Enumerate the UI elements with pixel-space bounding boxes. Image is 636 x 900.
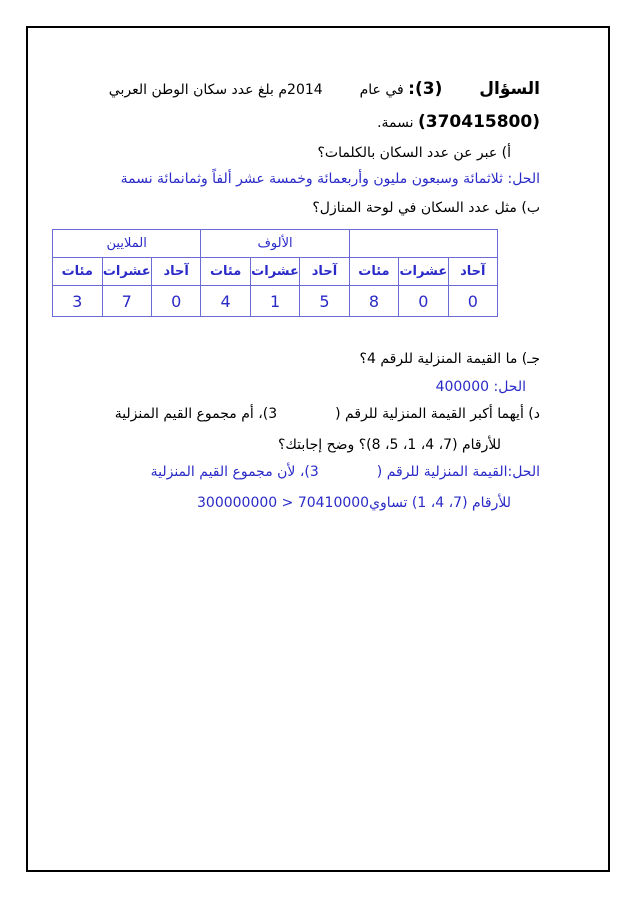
part-c-answer: الحل: 400000 — [435, 379, 526, 395]
column-header: آحاد — [300, 258, 349, 286]
population-unit: نسمة. — [377, 115, 414, 131]
table-row — [53, 230, 498, 258]
column-header: مئات — [53, 258, 103, 286]
part-d-answer-part2: 3)، لأن مجموع القيم المنزلية — [150, 464, 319, 480]
question-text-b: م بلغ عدد سكان الوطن العربي — [108, 82, 288, 98]
column-header: مئات — [201, 258, 250, 286]
part-c-question: جـ) ما القيمة المنزلية للرقم 4؟ — [359, 351, 540, 367]
population-number: (370415800) — [417, 112, 540, 132]
part-d-question-part1: د) أيهما أكبر القيمة المنزلية للرقم ( — [335, 406, 540, 422]
question-text-a: في عام — [359, 82, 404, 98]
digit-cell: 1 — [250, 286, 299, 317]
column-header: آحاد — [151, 258, 200, 286]
question-label: السؤال — [479, 79, 540, 99]
column-header: عشرات — [102, 258, 151, 286]
digit-cell: 0 — [399, 286, 448, 317]
column-header: آحاد — [448, 258, 497, 286]
part-d-answer-line1 — [151, 463, 540, 481]
group-cell: الملايين — [53, 230, 201, 258]
question-heading — [109, 80, 540, 99]
part-d-question-line1 — [115, 405, 540, 423]
digit-cell: 4 — [201, 286, 250, 317]
part-a-answer: الحل: ثلاثمائة وسبعون مليون وأربعمائة وخمسة عشر ألفاً وثمانمائة نسمة — [120, 171, 540, 187]
digit-cell: 8 — [349, 286, 398, 317]
part-d-question-part2: 3)، أم مجموع القيم المنزلية — [114, 406, 278, 422]
digit-cell: 0 — [151, 286, 200, 317]
digit-cell: 0 — [448, 286, 497, 317]
column-header: عشرات — [399, 258, 448, 286]
table-row — [53, 258, 498, 286]
column-header: عشرات — [250, 258, 299, 286]
group-cell — [349, 230, 497, 258]
group-cell: الألوف — [201, 230, 349, 258]
population-line — [377, 113, 540, 132]
part-d-answer-line2: للأرقام (7، 4، 1) تساوي70410000 < 300000000 — [197, 495, 511, 511]
digit-cell: 7 — [102, 286, 151, 317]
column-header: مئات — [349, 258, 398, 286]
place-value-table — [52, 229, 498, 317]
digit-cell: 3 — [53, 286, 103, 317]
part-a-question: أ) عبر عن عدد السكان بالكلمات؟ — [317, 145, 511, 161]
table-row — [53, 286, 498, 317]
part-d-answer-part1: الحل:القيمة المنزلية للرقم ( — [376, 464, 540, 480]
question-number: (3): — [408, 79, 443, 99]
part-b-question: ب) مثل عدد السكان في لوحة المنازل؟ — [312, 200, 540, 216]
question-year: 2014 — [287, 82, 323, 98]
digit-cell: 5 — [300, 286, 349, 317]
part-d-question-line2: للأرقام (7، 4، 1، 5، 8)؟ وضح إجابتك؟ — [277, 437, 501, 453]
